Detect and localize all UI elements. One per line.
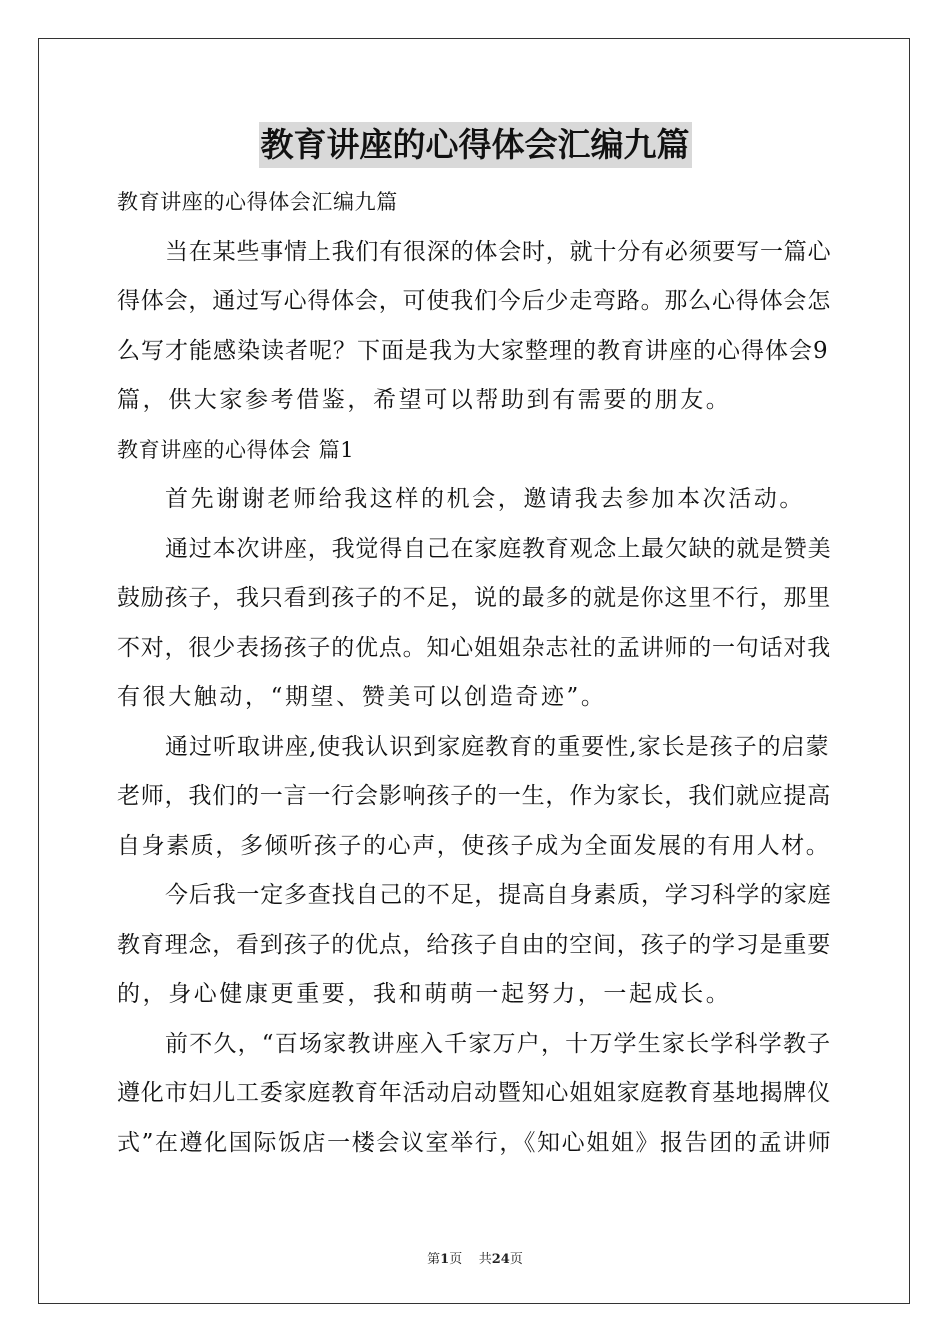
- footer-total-pages: 24: [491, 1252, 510, 1267]
- paragraph-line: 不对，很少表扬孩子的优点。知心姐姐杂志社的孟讲师的一句话对我: [117, 634, 831, 661]
- paragraph-line: 当在某些事情上我们有很深的体会时，就十分有必须要写一篇心: [165, 238, 832, 265]
- paragraph-line: 自身素质，多倾听孩子的心声，使孩子成为全面发展的有用人材。: [117, 832, 831, 859]
- document-title: 教育讲座的心得体会汇编九篇: [259, 122, 692, 168]
- paragraph-line: 教育理念，看到孩子的优点，给孩子自由的空间，孩子的学习是重要: [117, 931, 831, 958]
- page-footer: [0, 1248, 950, 1267]
- footer-page-suffix: 页: [449, 1252, 463, 1267]
- paragraph-line: 么写才能感染读者呢？下面是我为大家整理的教育讲座的心得体会9: [117, 337, 829, 364]
- paragraph-line: 前不久，“百场家教讲座入千家万户，十万学生家长学科学教子: [165, 1030, 832, 1057]
- paragraph-line: 今后我一定多查找自己的不足，提高自身素质，学习科学的家庭: [165, 882, 832, 908]
- paragraph-line: 有很大触动，“期望、赞美可以创造奇迹”。: [117, 684, 607, 710]
- paragraph-line: 的，身心健康更重要，我和萌萌一起努力，一起成长。: [117, 981, 732, 1007]
- title-area: [0, 122, 950, 168]
- paragraph-line: 式”在遵化国际饭店一楼会议室举行，《知心姐姐》报告团的孟讲师: [117, 1129, 833, 1156]
- paragraph-line: 通过本次讲座，我觉得自己在家庭教育观念上最欠缺的就是赞美: [165, 535, 832, 562]
- section-heading: 教育讲座的心得体会 篇1: [117, 437, 355, 462]
- paragraph-line: 遵化市妇儿工委家庭教育年活动启动暨知心姐姐家庭教育基地揭牌仪: [117, 1080, 831, 1106]
- footer-page-number: 1: [440, 1252, 450, 1267]
- footer-page-prefix: 第: [427, 1252, 441, 1267]
- paragraph-line: 老师，我们的一言一行会影响孩子的一生，作为家长，我们就应提高: [117, 783, 831, 809]
- paragraph-line: 通过听取讲座,使我认识到家庭教育的重要性,家长是孩子的启蒙: [165, 733, 830, 760]
- paragraph-line: 首先谢谢老师给我这样的机会，邀请我去参加本次活动。: [165, 486, 805, 512]
- footer-total-suffix: 页: [509, 1252, 523, 1267]
- paragraph-line: 篇，供大家参考借鉴，希望可以帮助到有需要的朋友。: [117, 387, 732, 413]
- paragraph-line: 得体会，通过写心得体会，可使我们今后少走弯路。那么心得体会怎: [117, 288, 831, 314]
- section-heading: 教育讲座的心得体会汇编九篇: [117, 190, 398, 214]
- paragraph-line: 鼓励孩子，我只看到孩子的不足，说的最多的就是你这里不行，那里: [117, 585, 831, 611]
- document-body: [117, 178, 833, 1168]
- footer-total-prefix: 共: [478, 1252, 492, 1267]
